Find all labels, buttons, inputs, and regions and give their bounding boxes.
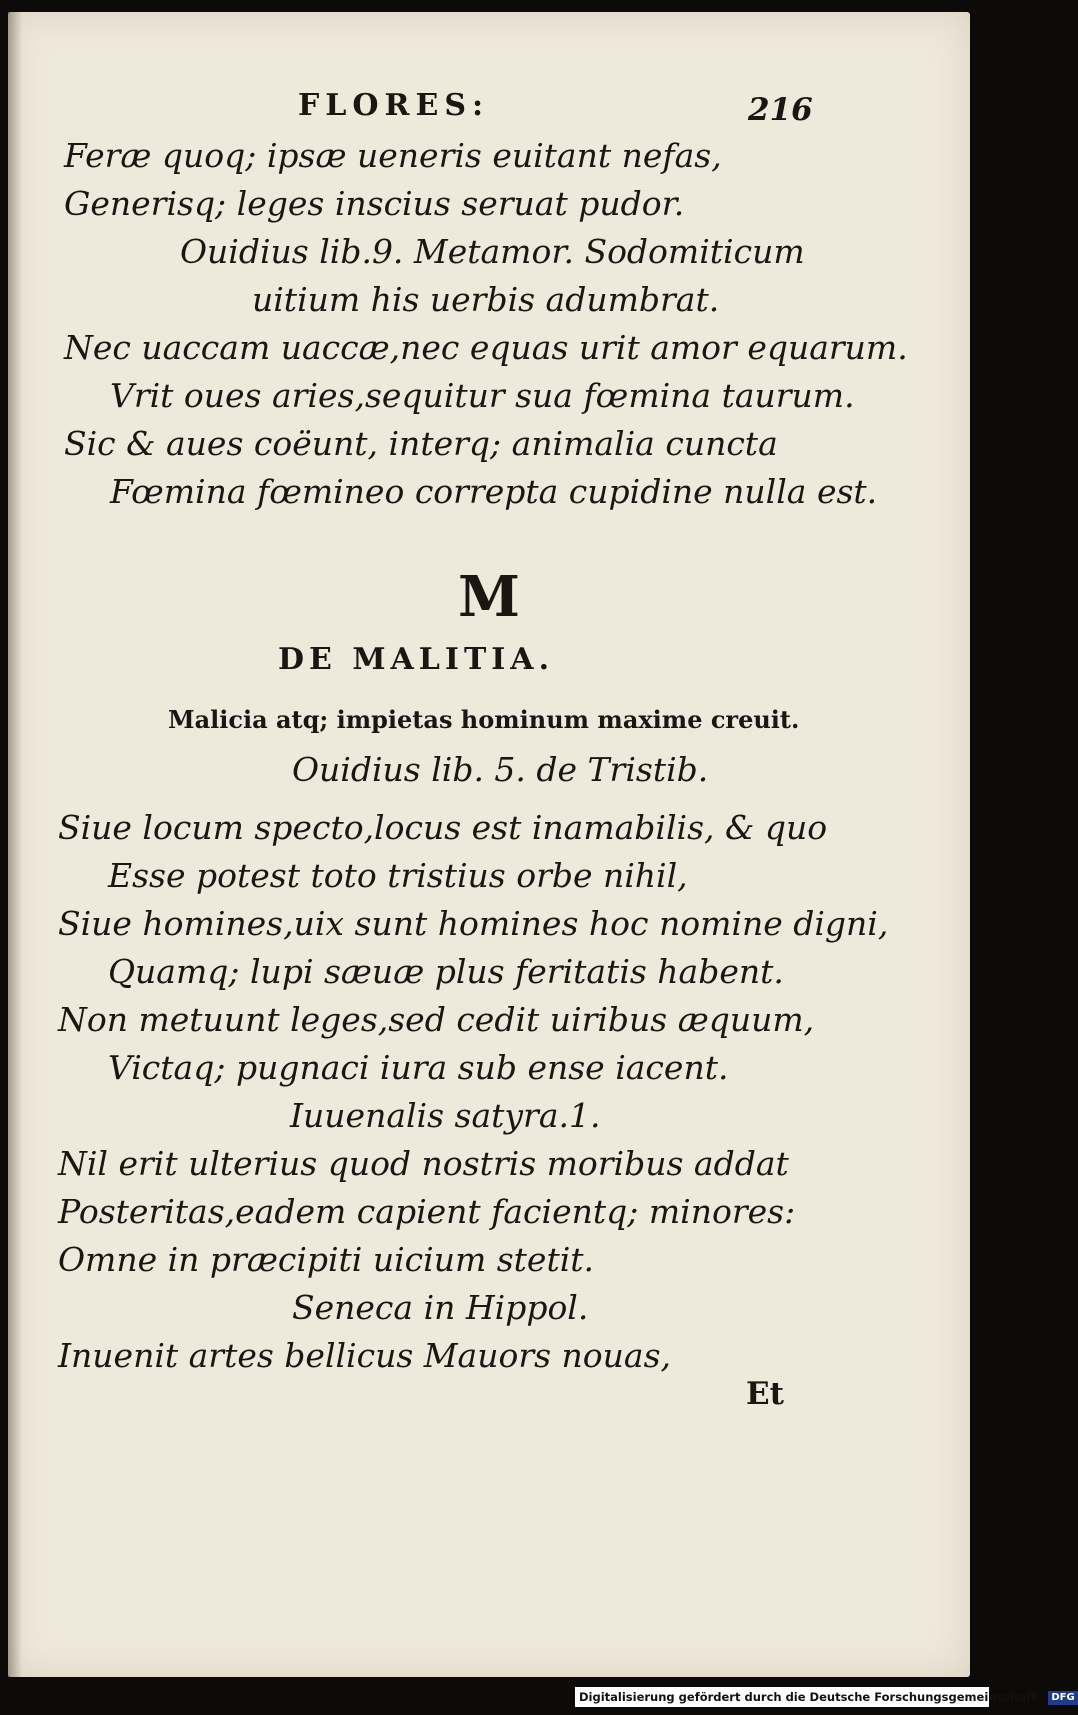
verse-line: Fœmina fœmineo correpta cupidine nulla est. [110,472,878,511]
source-citation: Iuuenalis satyra.1. [290,1096,601,1135]
verse-line: Sic & aues coëunt, interq; animalia cuncta [64,424,778,463]
catchword: Et [746,1376,784,1412]
verse-line: Quamq; lupi sæuæ plus feritatis habent. [108,952,784,991]
verse-line: Generisq; leges inscius seruat pudor. [64,184,685,223]
verse-line: Feræ quoq; ipsæ ueneris euitant nefas, [64,136,722,175]
running-header-title: FLORES: [298,88,490,123]
verse-line: Posteritas,eadem capient facientq; minores: [58,1192,796,1231]
source-citation: Ouidius lib.9. Metamor. Sodomiticum [180,232,805,271]
book-page [8,12,970,1677]
verse-line: Esse potest toto tristius orbe nihil, [108,856,688,895]
section-heading: DE MALITIA. [278,642,555,677]
page-number: 216 [748,92,813,128]
dfg-logo: DFG [1048,1691,1077,1705]
verse-line: Siue locum specto,locus est inamabilis, & quo [58,808,828,847]
verse-line: Victaq; pugnaci iura sub ense iacent. [108,1048,729,1087]
verse-line: Inuenit artes bellicus Mauors nouas, [58,1336,672,1375]
verse-line: Non metuunt leges,sed cedit uiribus æquum, [58,1000,815,1039]
source-citation: Seneca in Hippol. [292,1288,589,1327]
verse-line: Nil erit ulterius quod nostris moribus addat [58,1144,789,1183]
section-subheading: Malicia atq; impietas hominum maxime creuit. [168,705,800,734]
footer-text: Digitalisierung gefördert durch die Deutsche Forschungsgemeinschaft - [579,1690,1046,1704]
section-letter: M [458,564,520,630]
verse-line: Siue homines,uix sunt homines hoc nomine digni, [58,904,889,943]
verse-line: Omne in præcipiti uicium stetit. [58,1240,595,1279]
verse-line: Vrit oues aries,sequitur sua fœmina taurum. [110,376,855,415]
source-citation: Ouidius lib. 5. de Tristib. [292,750,709,789]
verse-line: Nec uaccam uaccæ,nec equas urit amor equarum. [64,328,908,367]
digitization-footer [575,1687,1075,1707]
source-citation: uitium his uerbis adumbrat. [252,280,720,319]
